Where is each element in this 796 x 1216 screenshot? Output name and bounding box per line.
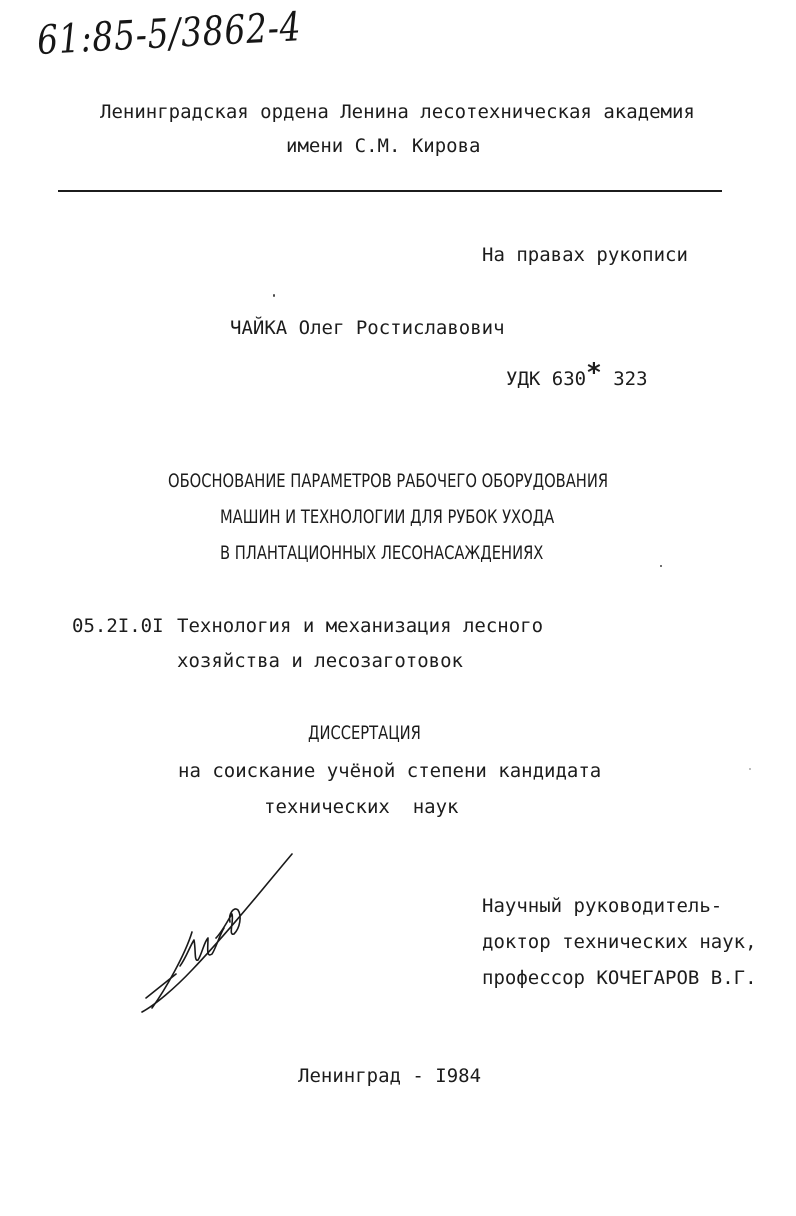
specialty-name-line-1: Технология и механизация лесного bbox=[177, 615, 544, 637]
title-line-1: ОБОСНОВАНИЕ ПАРАМЕТРОВ РАБОЧЕГО ОБОРУДОВАНИЯ bbox=[168, 470, 609, 492]
supervisor-line-3: профессор КОЧЕГАРОВ В.Г. bbox=[482, 967, 757, 989]
supervisor-line-2: доктор технических наук, bbox=[482, 931, 757, 953]
header-divider bbox=[58, 190, 722, 192]
specialty-code: 05.2I.0I bbox=[72, 615, 164, 637]
supervisor-line-1: Научный руководитель- bbox=[482, 895, 723, 917]
signature-graphic bbox=[130, 850, 310, 1030]
institution-line-1: Ленинградская ордена Ленина лесотехническая академия bbox=[100, 101, 695, 123]
institution-line-2: имени С.М. Кирова bbox=[286, 135, 481, 157]
title-line-3: В ПЛАНТАЦИОННЫХ ЛЕСОНАСАЖДЕНИЯХ bbox=[220, 542, 544, 564]
author-name: ЧАЙКА Олег Ростиславович bbox=[230, 317, 505, 339]
degree-line-2: технических наук bbox=[264, 796, 459, 818]
title-line-2: МАШИН И ТЕХНОЛОГИИ ДЛЯ РУБОК УХОДА bbox=[220, 506, 555, 528]
udc-number: 323 bbox=[613, 368, 648, 390]
archive-code: 61:85-5/3862-4 bbox=[36, 4, 303, 64]
specialty-name-line-2: хозяйства и лесозаготовок bbox=[177, 650, 463, 672]
scan-speck bbox=[749, 768, 751, 770]
udc-code bbox=[506, 358, 648, 391]
dissertation-heading: ДИССЕРТАЦИЯ bbox=[308, 722, 421, 744]
city-year: Ленинград - I984 bbox=[298, 1065, 482, 1087]
udc-label: УДК 630 bbox=[506, 368, 587, 390]
scan-speck bbox=[660, 565, 662, 567]
udc-star: * bbox=[586, 358, 602, 388]
scan-speck bbox=[273, 294, 275, 297]
degree-line-1: на соискание учёной степени кандидата bbox=[178, 760, 602, 782]
rights-label: На правах рукописи bbox=[482, 244, 688, 266]
